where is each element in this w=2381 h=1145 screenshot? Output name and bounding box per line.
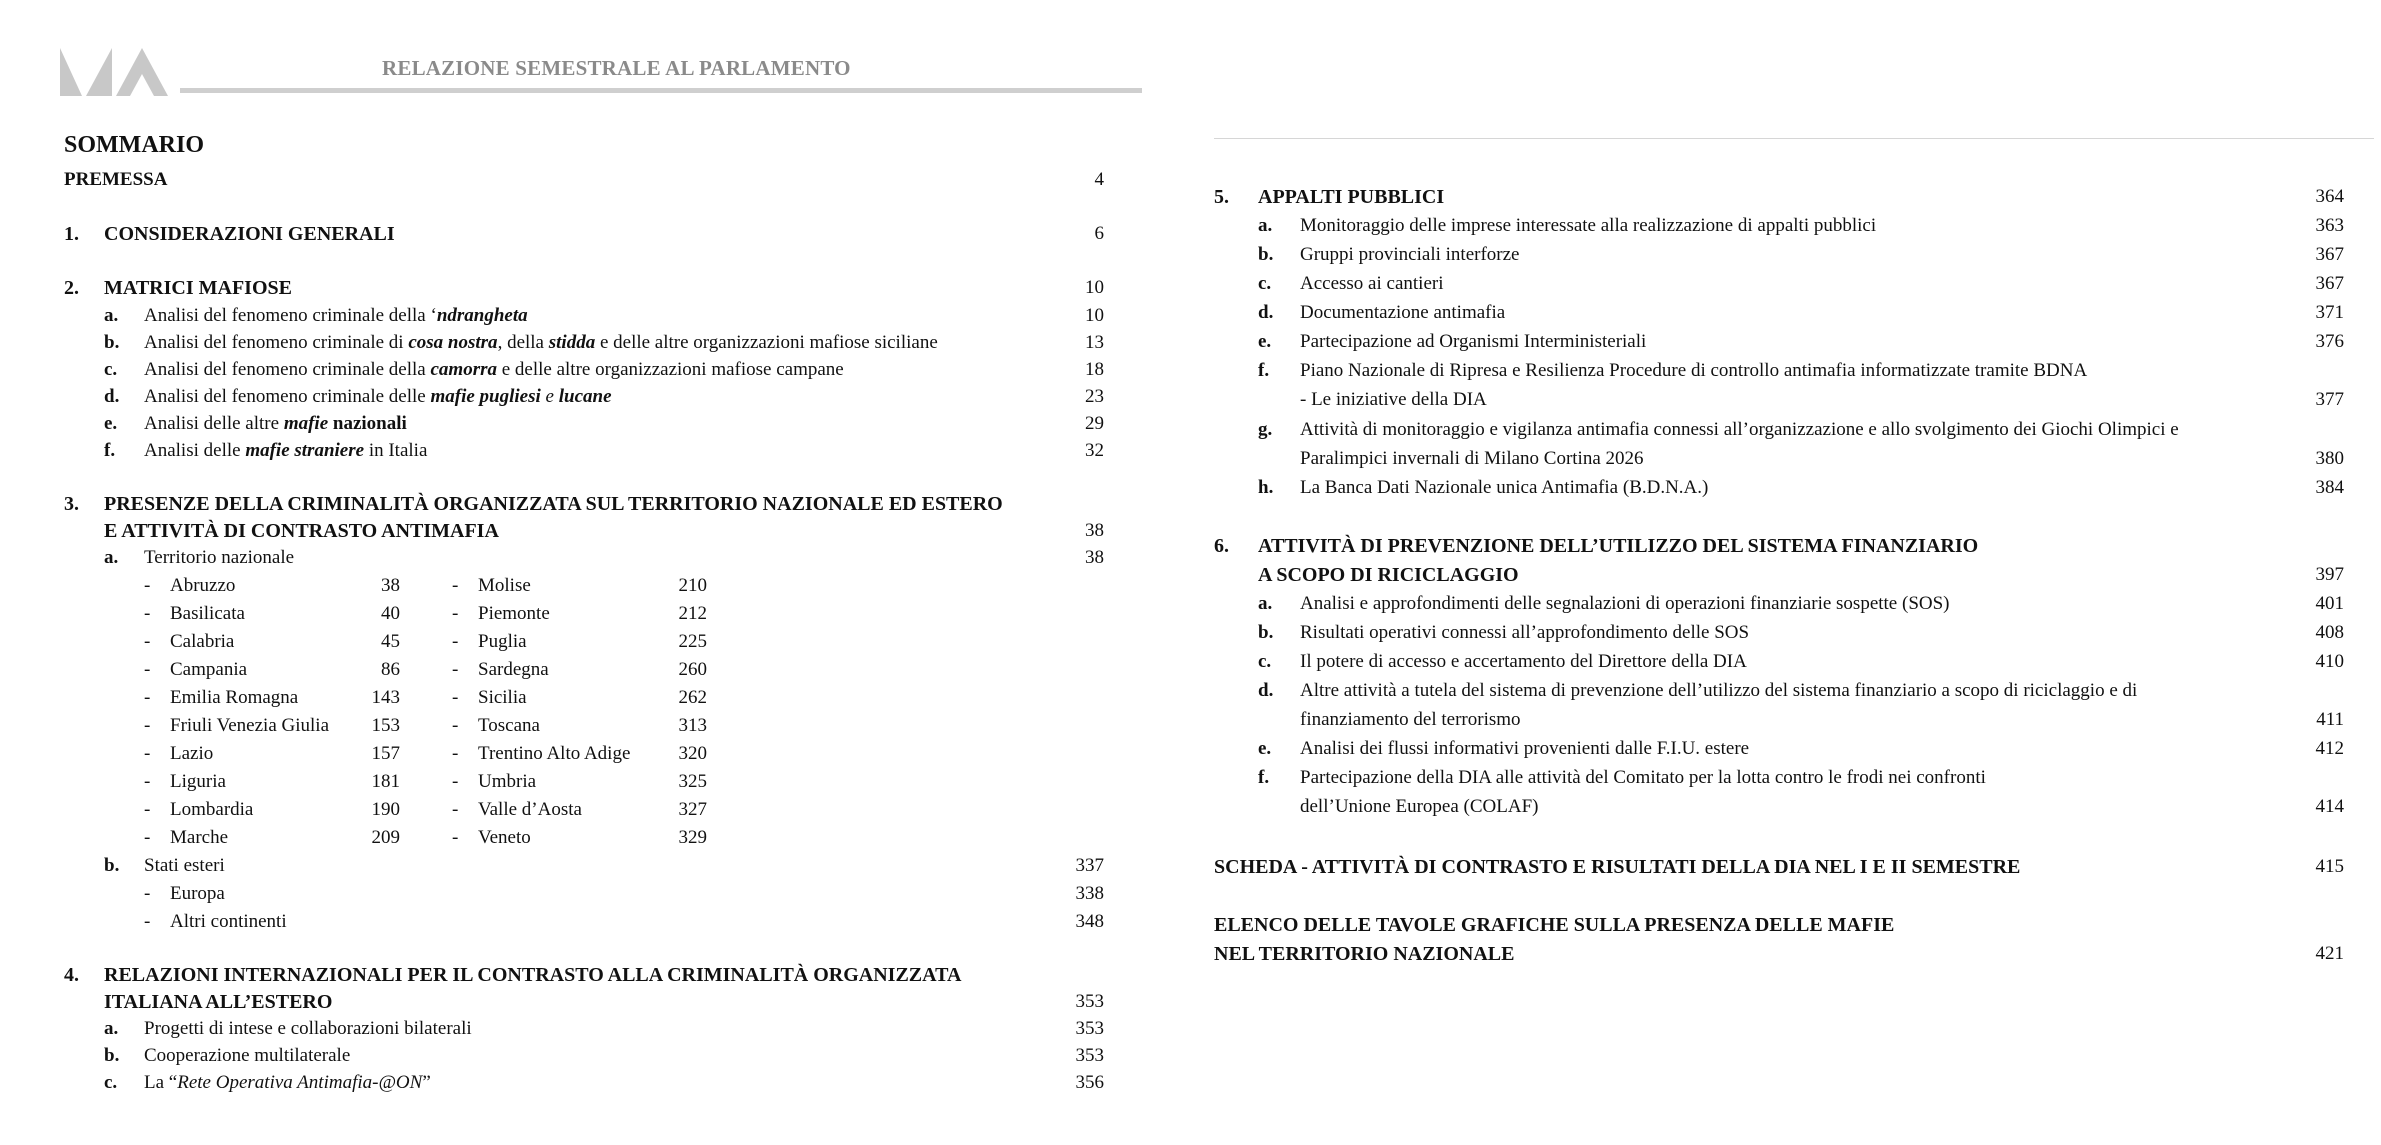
item-title-line-2: - Le iniziative della DIA	[1300, 389, 1487, 410]
toc-page-number: 13	[1085, 332, 1104, 353]
dia-logo	[60, 46, 176, 96]
section-number: 4.	[64, 964, 79, 986]
toc-page-number: 408	[2315, 622, 2344, 643]
item-title: Stati esteri	[144, 855, 225, 876]
toc-page-number: 348	[1075, 911, 1104, 932]
item-letter: b.	[104, 855, 120, 876]
section-title: CONSIDERAZIONI GENERALI	[104, 223, 395, 245]
item-title: Cooperazione multilaterale	[144, 1045, 351, 1066]
item-title: Analisi dei flussi informativi provenienti dalle F.I.U. estere	[1300, 738, 1750, 759]
toc-page-number: 353	[1075, 991, 1104, 1012]
entry-title: SCHEDA - ATTIVITÀ DI CONTRASTO E RISULTATI DELLA DIA NEL I E II SEMESTRE	[1214, 856, 2021, 878]
item-title: Analisi delle mafie straniere in Italia	[144, 440, 428, 461]
section-title: MATRICI MAFIOSE	[104, 277, 292, 299]
section-number: 6.	[1214, 535, 1229, 557]
item-title: Progetti di intese e collaborazioni bilaterali	[144, 1018, 472, 1039]
section-title-line-1: PRESENZE DELLA CRIMINALITÀ ORGANIZZATA SUL TERRITORIO NAZIONALE ED ESTERO	[104, 493, 1003, 515]
section-title-line-2: ITALIANA ALL’ESTERO	[104, 991, 333, 1013]
section-title-line-1: ATTIVITÀ DI PREVENZIONE DELL’UTILIZZO DEL SISTEMA FINANZIARIO	[1258, 535, 1979, 557]
item-letter: a.	[104, 547, 119, 568]
item-letter: f.	[104, 440, 116, 461]
item-letter: c.	[104, 359, 118, 380]
section-number: 5.	[1214, 186, 1229, 208]
toc-page-number: 38	[1085, 520, 1104, 541]
right-page-rule	[1214, 138, 2374, 139]
toc-page-number: 412	[2315, 738, 2344, 759]
item-letter: a.	[1258, 215, 1273, 236]
toc-page-number: 353	[1075, 1018, 1104, 1039]
toc-title: SOMMARIO	[64, 132, 204, 158]
section-title: APPALTI PUBBLICI	[1258, 186, 1445, 208]
item-title: Territorio nazionale	[144, 547, 295, 568]
section-title-line-1: RELAZIONI INTERNAZIONALI PER IL CONTRASTO ALLA CRIMINALITÀ ORGANIZZATA	[104, 964, 962, 986]
item-title: Analisi del fenomeno criminale delle mafie pugliesi e lucane	[144, 386, 612, 407]
entry-title-line-1: ELENCO DELLE TAVOLE GRAFICHE SULLA PRESENZA DELLE MAFIE	[1214, 914, 1895, 936]
header-rule	[180, 88, 1142, 93]
item-letter: f.	[1258, 360, 1270, 381]
toc-page-number: 338	[1075, 883, 1104, 904]
toc-page-number: 367	[2315, 244, 2344, 265]
item-title: Analisi del fenomeno criminale della camorra e delle altre organizzazioni mafiose campane	[144, 359, 844, 380]
toc-page-number: 384	[2315, 477, 2344, 498]
item-title: Analisi e approfondimenti delle segnalazioni di operazioni finanziarie sospette (SOS)	[1300, 593, 1950, 614]
section-title-line-2: E ATTIVITÀ DI CONTRASTO ANTIMAFIA	[104, 520, 499, 542]
toc-page-number: 38	[1085, 547, 1104, 568]
item-letter: g.	[1258, 419, 1273, 440]
item-title: Attività di monitoraggio e vigilanza antimafia connessi all’organizzazione e allo svolgimento dei Giochi Olimpici e	[1300, 419, 2179, 440]
item-title: Analisi delle altre mafie nazionali	[144, 413, 407, 434]
item-letter: a.	[104, 1018, 119, 1039]
toc-page-number: 411	[2316, 709, 2344, 730]
item-title: Partecipazione ad Organismi Interministeriali	[1300, 331, 1647, 352]
item-letter: c.	[104, 1072, 118, 1093]
item-letter: d.	[104, 386, 120, 407]
toc-page-number: 10	[1085, 305, 1104, 326]
section-title-line-2: A SCOPO DI RICICLAGGIO	[1258, 564, 1519, 586]
subitem-title: Altri continenti	[170, 911, 287, 932]
toc-page-number: 6	[1094, 223, 1104, 244]
section-number: 1.	[64, 223, 79, 245]
toc-page-number: 29	[1085, 413, 1104, 434]
toc-page-number: 364	[2315, 186, 2344, 207]
header-title: RELAZIONE SEMESTRALE AL PARLAMENTO	[382, 56, 851, 80]
item-letter: c.	[1258, 651, 1272, 672]
item-title: Documentazione antimafia	[1300, 302, 1506, 323]
item-title: Accesso ai cantieri	[1300, 273, 1444, 294]
toc-page-number: 18	[1085, 359, 1104, 380]
item-letter: e.	[104, 413, 118, 434]
toc-page-number: 376	[2315, 331, 2344, 352]
toc-entry-label: PREMESSA	[64, 169, 168, 190]
toc-page-number: 397	[2315, 564, 2344, 585]
item-title: Piano Nazionale di Ripresa e Resilienza Procedure di controllo antimafia informatizzate tramite BDNA	[1300, 360, 2088, 381]
toc-page-number: 32	[1085, 440, 1104, 461]
item-title: Il potere di accesso e accertamento del Direttore della DIA	[1300, 651, 1747, 672]
item-title: Risultati operativi connessi all’approfondimento delle SOS	[1300, 622, 1750, 643]
item-letter: d.	[1258, 680, 1274, 701]
toc-page-number: 367	[2315, 273, 2344, 294]
item-letter: b.	[104, 332, 120, 353]
item-letter: d.	[1258, 302, 1274, 323]
toc-page-number: 4	[1094, 169, 1104, 190]
toc-page-number: 356	[1075, 1072, 1104, 1093]
toc-page-number: 23	[1085, 386, 1104, 407]
item-title: La “Rete Operativa Antimafia-@ON”	[144, 1072, 431, 1093]
toc-page-number: 401	[2315, 593, 2344, 614]
section-number: 3.	[64, 493, 79, 515]
item-letter: e.	[1258, 738, 1272, 759]
item-title: Analisi del fenomeno criminale di cosa nostra, della stidda e delle altre organizzazioni mafiose siciliane	[144, 332, 938, 353]
item-letter: a.	[104, 305, 119, 326]
toc-page-number: 414	[2315, 796, 2344, 817]
toc-page-number: 353	[1075, 1045, 1104, 1066]
toc-page-number: 415	[2315, 856, 2344, 877]
item-letter: c.	[1258, 273, 1272, 294]
item-title: Monitoraggio delle imprese interessate alla realizzazione di appalti pubblici	[1300, 215, 1877, 236]
item-letter: h.	[1258, 477, 1274, 498]
toc-page-number: 380	[2315, 448, 2344, 469]
item-letter: b.	[1258, 622, 1274, 643]
item-letter: f.	[1258, 767, 1270, 788]
section-number: 2.	[64, 277, 79, 299]
item-letter: b.	[104, 1045, 120, 1066]
item-title: Analisi del fenomeno criminale della ‘ndrangheta	[144, 305, 528, 326]
toc-page-number: 421	[2315, 943, 2344, 964]
item-title-line-2: finanziamento del terrorismo	[1300, 709, 1521, 730]
item-title: La Banca Dati Nazionale unica Antimafia (B.D.N.A.)	[1300, 477, 1709, 498]
subitem-title: Europa	[170, 883, 225, 904]
item-letter: e.	[1258, 331, 1272, 352]
entry-title-line-2: NEL TERRITORIO NAZIONALE	[1214, 943, 1515, 965]
item-title: Altre attività a tutela del sistema di prevenzione dell’utilizzo del sistema finanziario a scopo di riciclaggio e di	[1300, 680, 2138, 701]
item-title: Gruppi provinciali interforze	[1300, 244, 1520, 265]
toc-page-number: 10	[1085, 277, 1104, 298]
item-letter: a.	[1258, 593, 1273, 614]
item-letter: b.	[1258, 244, 1274, 265]
item-title-line-2: Paralimpici invernali di Milano Cortina 2026	[1300, 448, 1644, 469]
toc-page-number: 410	[2315, 651, 2344, 672]
item-title: Partecipazione della DIA alle attività del Comitato per la lotta contro le frodi nei confronti	[1300, 767, 1986, 788]
toc-page-number: 337	[1075, 855, 1104, 876]
item-title-line-2: dell’Unione Europea (COLAF)	[1300, 796, 1539, 817]
toc-page-number: 371	[2315, 302, 2344, 323]
toc-page-number: 377	[2315, 389, 2344, 410]
toc-page-number: 363	[2315, 215, 2344, 236]
